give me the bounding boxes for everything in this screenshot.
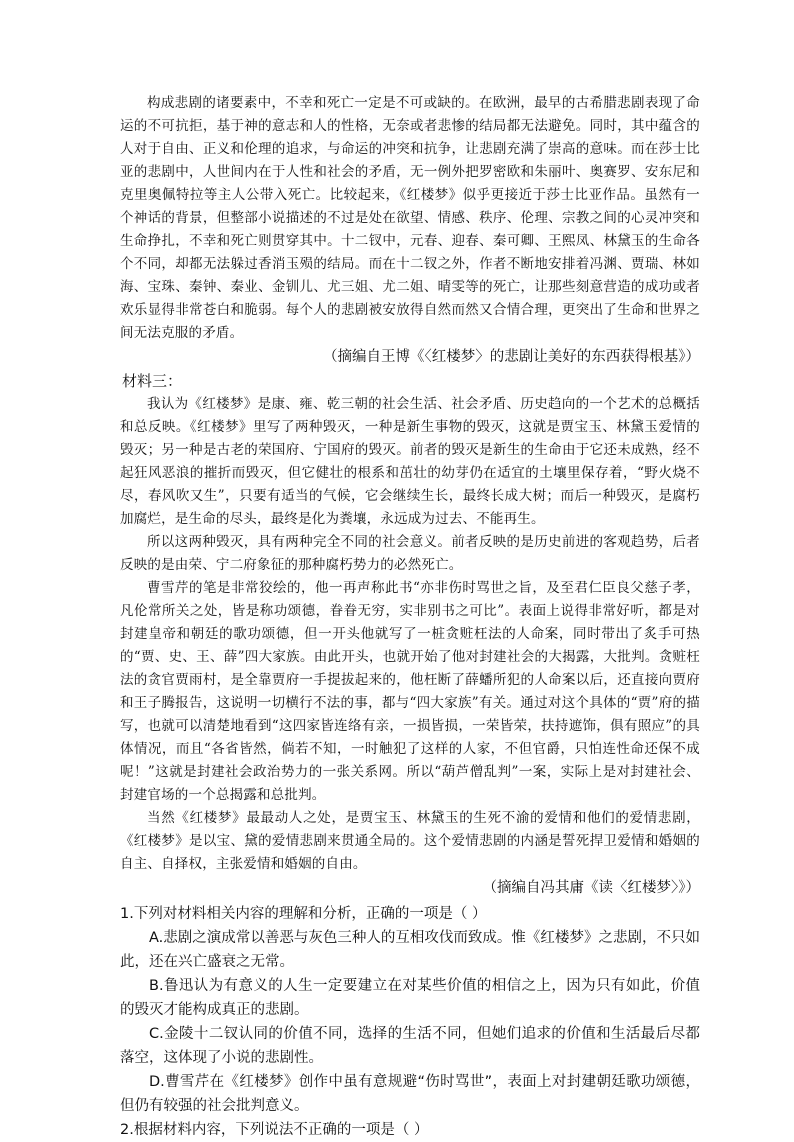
question-1-option-b: B.鲁迅认为有意义的人生一定要建立在对某些价值的相信之上，因为只有如此，价值的毁灭才能构成真正的悲剧。: [120, 978, 700, 1018]
material3-title: 材料三：: [122, 372, 183, 390]
material2-paragraph: 构成悲剧的诸要素中，不幸和死亡一定是不可或缺的。在欧洲，最早的古希腊悲剧表现了命运的不可抗拒，基于神的意志和人的性格，无奈或者悲惨的结局都无法避免。同时，其中蕴含的人对于自由、正义和伦理的追求，与命运的冲突和抗争，让悲剧充满了崇高的意味。而在莎士比亚的悲剧中，人世间内在于人性和社会的矛盾，无一例外把罗密欧和朱丽叶、奥赛罗、安东尼和克里奥佩特拉等主人公带入死亡。比较起来，《红楼梦》似乎更接近于莎士比亚作品。虽然有一个神话的背景，但整部小说描述的不过是处在欲望、情感、秩序、伦理、宗教之间的心灵冲突和生命挣扎，不幸和死亡则贯穿其中。十二钗中，元春、迎春、秦可卿、王熙凤、林黛玉的生命各个不同，却都无法躲过香消玉殒的结局。而在十二钗之外，作者不断地安排着冯渊、贾瑞、林如海、宝珠、秦钟、秦业、金钏儿、尤三姐、尤二姐、晴雯等的死亡，让那些刻意营造的成功或者欢乐显得非常苍白和脆弱。每个人的悲剧被安放得自然而然又合情合理，更突出了生命和世界之间无法克服的矛盾。: [120, 95, 700, 341]
document-page: [120, 92, 700, 1142]
material3-paragraph-3: 曹雪芹的笔是非常狡绘的，他一再声称此书“亦非伤时骂世之旨，及至君仁臣良父慈子孝，凡伦常所关之处，皆是称功颂德，眷眷无穷，实非别书之可比”。表面上说得非常好听，都是对封建皇帝和朝廷的歌功颂德，但一开头他就写了一桩贪赃枉法的人命案，同时带出了炙手可热的“贾、史、王、薛”四大家族。由此开头，也就开始了他对封建社会的大揭露，大批判。贪赃枉法的贪官贾雨村，是全靠贾府一手提拔起来的，他枉断了薛蟠所犯的人命案以后，还直接向贾府和王子腾报告，这说明一切横行不法的事，都与“四大家族”有关。通过对这个具体的“贾”府的描写，也就可以清楚地看到“这四家皆连络有亲，一损皆损，一荣皆荣，扶持遮饰，俱有照应”的具体情况，而且“各省皆然，倘若不知，一时触犯了这样的人家，不但官爵，只怕连性命还保不成呢！”这就是封建社会政治势力的一张关系网。所以“葫芦僧乱判”一案，实际上是对封建社会、封建官场的一个总揭露和总批判。: [120, 580, 700, 803]
question-1-option-c: C.金陵十二钗认同的价值不同，选择的生活不同，但她们追求的价值和生活最后尽都落空，这体现了小说的悲剧性。: [120, 1026, 700, 1066]
material2-source: （摘编自王博《〈红楼梦〉的悲剧让美好的东西获得根基》）: [323, 349, 700, 365]
question-1: [120, 902, 700, 1118]
question-1-stem: 1.下列对材料相关内容的理解和分析，正确的一项是（ ）: [120, 906, 487, 922]
material3-source: （摘编自冯其庸《读〈红楼梦〉》）: [482, 880, 700, 896]
question-2-stem: 2.根据材料内容，下列说法不正确的一项是（ ）: [120, 1122, 429, 1138]
question-1-option-a: A.悲剧之演成常以善恶与灰色三种人的互相攻伐而致成。惟《红楼梦》之悲剧，不只如此，还在兴亡盛衰之无常。: [120, 930, 700, 970]
question-2: [120, 1118, 700, 1142]
material3-paragraph-1: 我认为《红楼梦》是康、雍、乾三朝的社会生活、社会矛盾、历史趋向的一个艺术的总概括和总反映。《红楼梦》里写了两种毁灭，一种是新生事物的毁灭，这就是贾宝玉、林黛玉爱情的毁灭；另一种是古老的荣国府、宁国府的毁灭。前者的毁灭是新生的生命由于它还未成熟，经不起狂风恶浪的摧折而毁灭，但它健壮的根系和茁壮的幼芽仍在适宜的土壤里保存着，“野火烧不尽，春风吹又生”，只要有适当的气候，它会继续生长，最终长成大树；而后一种毁灭，是腐朽加腐烂，是生命的尽头，最终是化为粪壤，永远成为过去、不能再生。: [120, 396, 700, 527]
question-1-option-d: D.曹雪芹在《红楼梦》创作中虽有意规避“伤时骂世”，表面上对封建朝廷歌功颂德，但仍有较强的社会批判意义。: [120, 1074, 700, 1114]
material3-paragraph-2: 所以这两种毁灭，具有两种完全不同的社会意义。前者反映的是历史前进的客观趋势，后者反映的是由荣、宁二府象征的那种腐朽势力的必然死亡。: [120, 534, 700, 573]
material3-paragraph-4: 当然《红楼梦》最最动人之处，是贾宝玉、林黛玉的生死不渝的爱情和他们的爱情悲剧，《红楼梦》是以宝、黛的爱情悲剧来贯通全局的。这个爱情悲剧的内涵是誓死捍卫爱情和婚姻的自主、自择权，主张爱情和婚姻的自由。: [120, 810, 700, 872]
